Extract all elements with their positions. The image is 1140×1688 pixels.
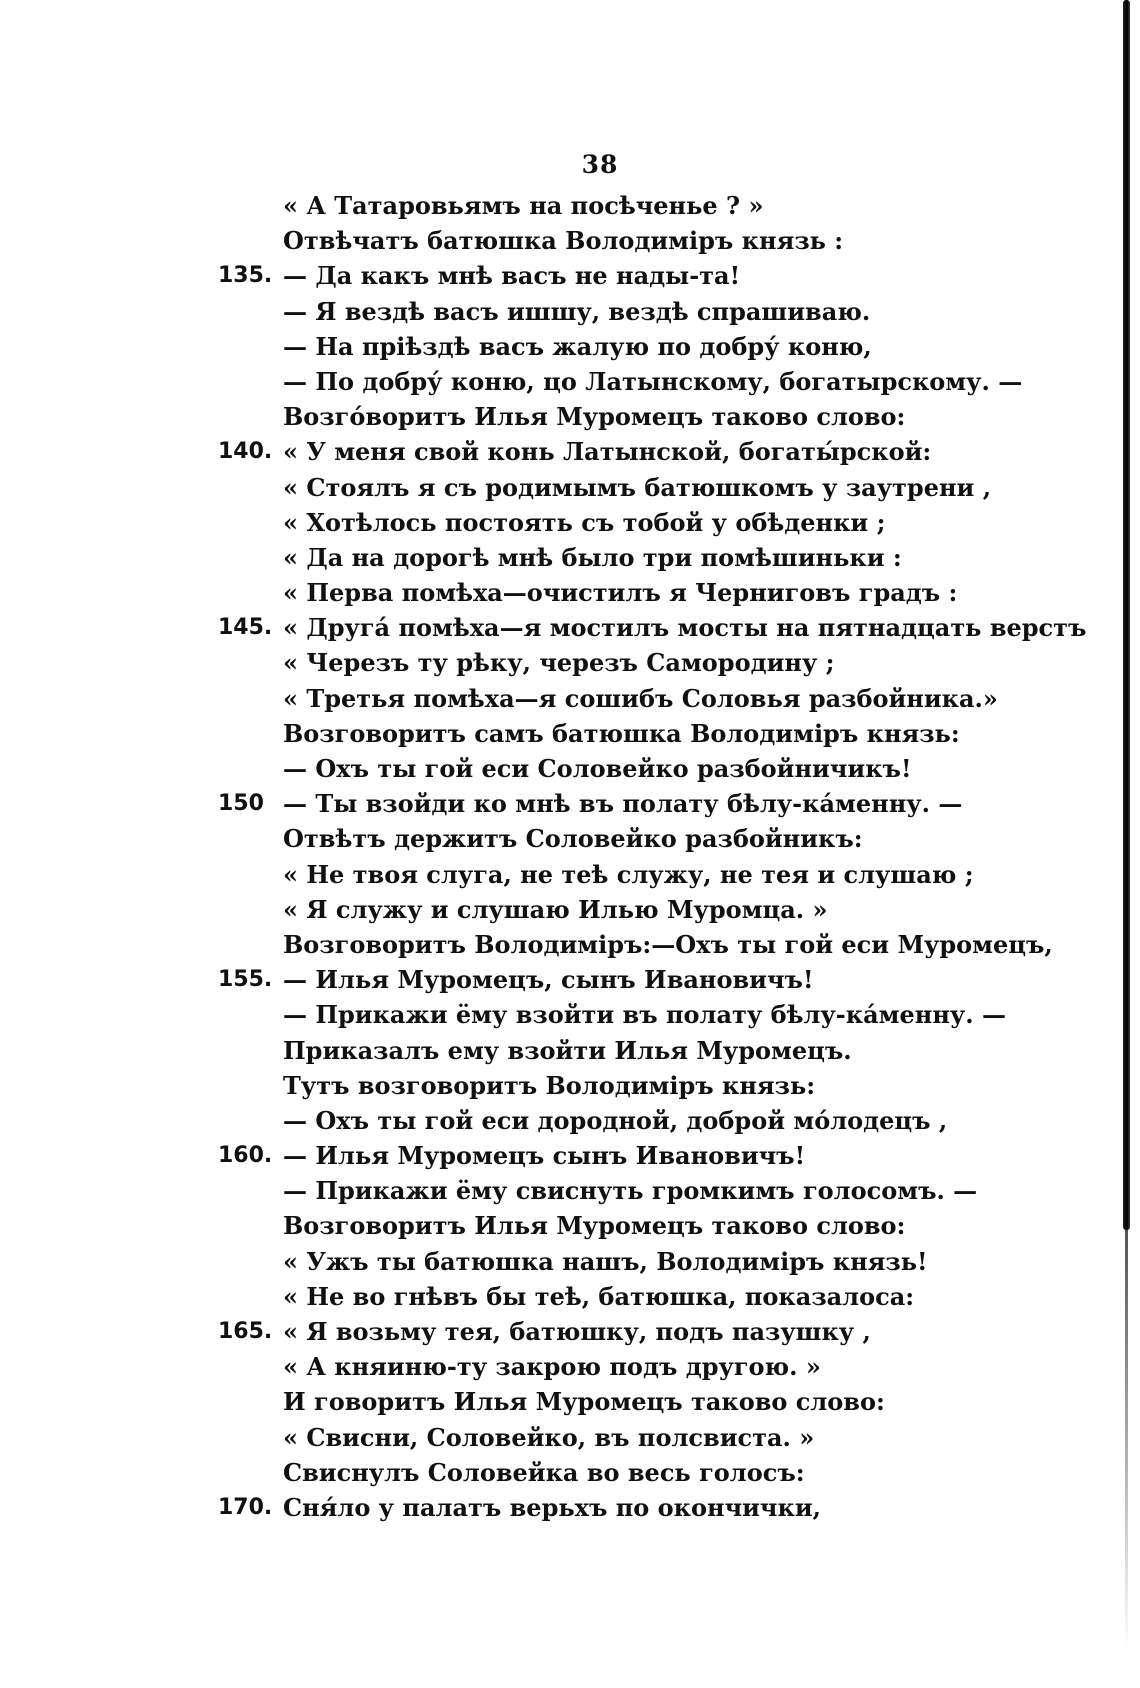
poem-line	[0, 1103, 1140, 1138]
line-text: « Хотѣлось постоять съ тобой у обѣденки ;	[283, 507, 886, 537]
line-text: — На прiѣздѣ васъ жалую по добру́ коню,	[283, 331, 872, 361]
poem-line	[0, 1279, 1140, 1314]
line-text: « Стоялъ я съ родимымъ батюшкомъ у заутрени ,	[283, 472, 992, 502]
poem-line	[0, 821, 1140, 856]
line-number: 160.	[218, 1143, 273, 1169]
line-text: « Перва помѣха—очистилъ я Черниговъ градъ :	[283, 578, 958, 608]
poem-line	[0, 857, 1140, 892]
line-text: Возго́воритъ Илья Муромецъ таково слово:	[283, 402, 906, 432]
poem-line	[0, 1173, 1140, 1208]
line-text: — Охъ ты гой еси Соловейко разбойничикъ!	[283, 754, 912, 783]
line-text: Отвѣтъ держитъ Соловейко разбойникъ:	[283, 824, 863, 854]
poem-line	[0, 364, 1140, 399]
poem-line	[0, 786, 1140, 821]
line-text: — Ты взойди ко мнѣ въ полату бѣлу-ка́менну. —	[283, 789, 963, 819]
line-text: Тутъ возговоритъ Володиміръ князь:	[283, 1070, 816, 1100]
line-text: — Охъ ты гой еси дородной, доброй мо́лодецъ ,	[283, 1105, 948, 1135]
line-text: Приказалъ ему взойти Илья Муромецъ.	[283, 1035, 852, 1065]
poem-line	[0, 1490, 1140, 1525]
poem-line	[0, 470, 1140, 505]
poem-line	[0, 962, 1140, 997]
poem-line	[0, 434, 1140, 469]
line-text: — Прикажи ёму свиснуть громкимъ голосомъ. —	[283, 1176, 978, 1206]
poem-line	[0, 1384, 1140, 1419]
poem-line	[0, 1455, 1140, 1490]
line-text: Возговоритъ Илья Муромецъ таково слово:	[283, 1211, 906, 1241]
line-text: — Илья Муромецъ, сынъ Ивановичъ!	[283, 965, 814, 995]
line-number: 165.	[218, 1319, 273, 1344]
line-text: — Прикажи ёму взойти въ полату бѣлу-ка́менну. —	[283, 1000, 1006, 1030]
poem-line	[0, 1033, 1140, 1068]
poem-line	[0, 294, 1140, 329]
line-text: « Свисни, Соловейко, въ полсвиста. »	[283, 1422, 815, 1452]
poem-line	[0, 892, 1140, 927]
poem-line	[0, 329, 1140, 364]
poem-line	[0, 1349, 1140, 1384]
poem-line	[0, 575, 1140, 610]
poem-line	[0, 1244, 1140, 1279]
line-text: — Да какъ мнѣ васъ не нады-та!	[283, 261, 741, 291]
poem-line	[0, 399, 1140, 434]
poem-line	[0, 1420, 1140, 1455]
poem-line	[0, 1314, 1140, 1349]
line-text: « Да на дорогѣ мнѣ было три помѣшиньки :	[283, 542, 902, 572]
poem-line	[0, 505, 1140, 540]
line-text: И говоритъ Илья Муромецъ таково слово:	[283, 1387, 885, 1417]
poem-line	[0, 223, 1140, 258]
poem-line	[0, 540, 1140, 575]
poem-line	[0, 1208, 1140, 1243]
line-text: Возговоритъ самъ батюшка Володиміръ князь:	[283, 718, 960, 748]
line-text: « Ужъ ты батюшка нашъ, Володиміръ князь!	[283, 1246, 928, 1276]
line-text: « Не во гнѣвъ бы теѣ, батюшка, показалоса:	[283, 1281, 915, 1311]
poem-line	[0, 645, 1140, 680]
line-text: « А Татаровьямъ на посѣченье ? »	[283, 191, 764, 220]
line-text: « У меня свой конь Латынской, богаты́рской:	[283, 437, 932, 467]
line-number: 145.	[218, 615, 273, 641]
line-text: Отвѣчатъ батюшка Володиміръ князь :	[283, 226, 844, 256]
poem-line	[0, 1068, 1140, 1103]
poem-line	[0, 610, 1140, 645]
line-text: « Друга́ помѣха—я мостилъ мосты на пятнадцать верстъ	[283, 613, 1087, 643]
poem-line	[0, 681, 1140, 716]
poem-line	[0, 997, 1140, 1032]
line-number: 150	[218, 791, 264, 817]
line-text: — По добру́ коню, цо Латынскому, богатырскому. —	[283, 366, 1023, 396]
line-text: Возговоритъ Володиміръ:—Охъ ты гой еси Муромецъ,	[283, 929, 1053, 959]
page-number: 38	[581, 150, 619, 179]
line-text: Свиснулъ Соловейка во весь голосъ:	[283, 1457, 805, 1487]
line-number: 135.	[218, 263, 273, 289]
line-text: Сня́ло у палатъ верьхъ по окончички,	[283, 1492, 821, 1522]
line-number: 140.	[218, 439, 273, 465]
line-text: « А княиню-ту закрою подъ другою. »	[283, 1352, 821, 1382]
line-number: 170.	[218, 1494, 273, 1520]
poem-line	[0, 927, 1140, 962]
line-text: « Я возьму тея, батюшку, подъ пазушку ,	[283, 1317, 871, 1346]
line-text: — Я вездѣ васъ ишшу, вездѣ спрашиваю.	[283, 296, 871, 326]
line-text: — Илья Муромецъ сынъ Ивановичъ!	[283, 1141, 806, 1171]
poem-line	[0, 188, 1140, 223]
poem-line	[0, 716, 1140, 751]
poem-line	[0, 258, 1140, 293]
line-number: 155.	[218, 967, 273, 993]
poem-text	[0, 188, 1140, 1525]
poem-line	[0, 1138, 1140, 1173]
line-text: « Не твоя слуга, не теѣ служу, не тея и слушаю ;	[283, 859, 974, 889]
poem-line	[0, 751, 1140, 786]
line-text: « Третья помѣха—я сошибъ Соловья разбойника.»	[283, 683, 998, 713]
line-text: « Я служу и слушаю Илью Муромца. »	[283, 894, 828, 924]
line-text: « Черезъ ту рѣку, черезъ Самородину ;	[283, 648, 835, 678]
